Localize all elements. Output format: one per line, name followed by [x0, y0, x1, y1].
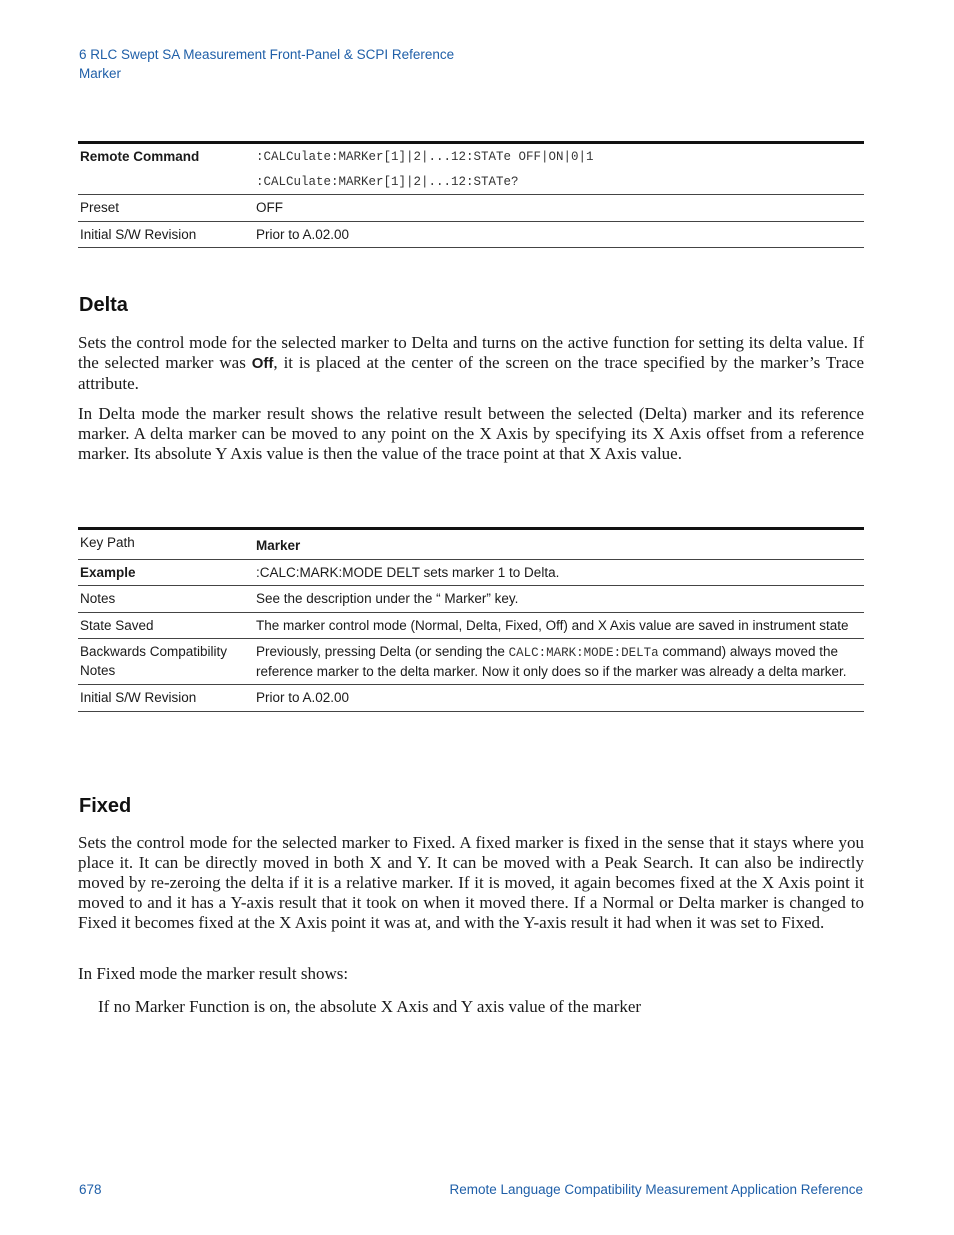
remote-command-label: Remote Command [78, 143, 252, 170]
fixed-paragraph-2: In Fixed mode the marker result shows: [78, 964, 349, 983]
revision-value: Prior to A.02.00 [252, 221, 864, 248]
compat-label: Backwards Compatibility Notes [78, 639, 252, 685]
remote-command-table [78, 141, 864, 248]
header-chapter: 6 RLC Swept SA Measurement Front-Panel & SCPI Reference [79, 47, 455, 62]
state-saved-label: State Saved [78, 612, 252, 639]
example-value: :CALC:MARK:MODE DELT sets marker 1 to Delta. [252, 559, 864, 586]
delta-key-table [78, 527, 864, 712]
fixed-list-item: If no Marker Function is on, the absolute X Axis and Y axis value of the marker [98, 997, 642, 1016]
notes-label: Notes [78, 586, 252, 613]
remote-command-set: :CALCulate:MARKer[1]|2|...12:STATe OFF|ON|0|1 [256, 150, 594, 164]
delta-paragraph-1: Sets the control mode for the selected marker to Delta and turns on the active function for setting its delta value. If the selected marker was Off, it is placed at the center of the screen on the trace specified by the marker’s Trace attribute. [78, 333, 864, 393]
example-label: Example [78, 559, 252, 586]
running-header [79, 46, 454, 83]
state-saved-value: The marker control mode (Normal, Delta, Fixed, Off) and X Axis value are saved in instrument state [252, 612, 864, 639]
delta-heading: Delta [79, 294, 128, 316]
page-number: 678 [79, 1182, 102, 1197]
fixed-paragraph-1: Sets the control mode for the selected marker to Fixed. A fixed marker is fixed in the sense that it stays where you place it. It can be directly moved in both X and Y. It can be moved with a Peak Search. It can also be indirectly moved by re-zeroing the delta if it is a relative marker. If it is moved, it again becomes fixed at the X Axis point it moved to and it has a Y-axis result that it took on when it moved there. If a Normal or Delta marker is changed to Fixed it becomes fixed at the X Axis point it was at, and with the Y-axis result it had when it was set to Fixed. [78, 833, 864, 932]
revision2-value: Prior to A.02.00 [252, 685, 864, 712]
revision2-label: Initial S/W Revision [78, 685, 252, 712]
remote-command-query: :CALCulate:MARKer[1]|2|...12:STATe? [256, 174, 519, 189]
compat-value: Previously, pressing Delta (or sending the CALC:MARK:MODE:DELTa command) always moved the reference marker to the delta marker. Now it only does so if the marker was already a delta marker. [252, 639, 864, 685]
off-term: Off [251, 355, 274, 372]
key-path-value: Marker [252, 529, 864, 560]
revision-label: Initial S/W Revision [78, 221, 252, 248]
preset-label: Preset [78, 195, 252, 222]
key-path-label: Key Path [78, 529, 252, 560]
compat-command-code: CALC:MARK:MODE:DELTa [508, 646, 659, 660]
book-title: Remote Language Compatibility Measurement Application Reference [449, 1182, 863, 1197]
preset-value: OFF [252, 195, 864, 222]
notes-value: See the description under the “ Marker” key. [252, 586, 864, 613]
fixed-heading: Fixed [79, 795, 132, 817]
delta-paragraph-2: In Delta mode the marker result shows the relative result between the selected (Delta) marker and its reference marker. A delta marker can be moved to any point on the X Axis by specifying its X Axis offset from a reference marker. Its absolute Y Axis value is then the value of the trace point at that X Axis value. [78, 404, 864, 463]
header-section: Marker [79, 65, 122, 81]
